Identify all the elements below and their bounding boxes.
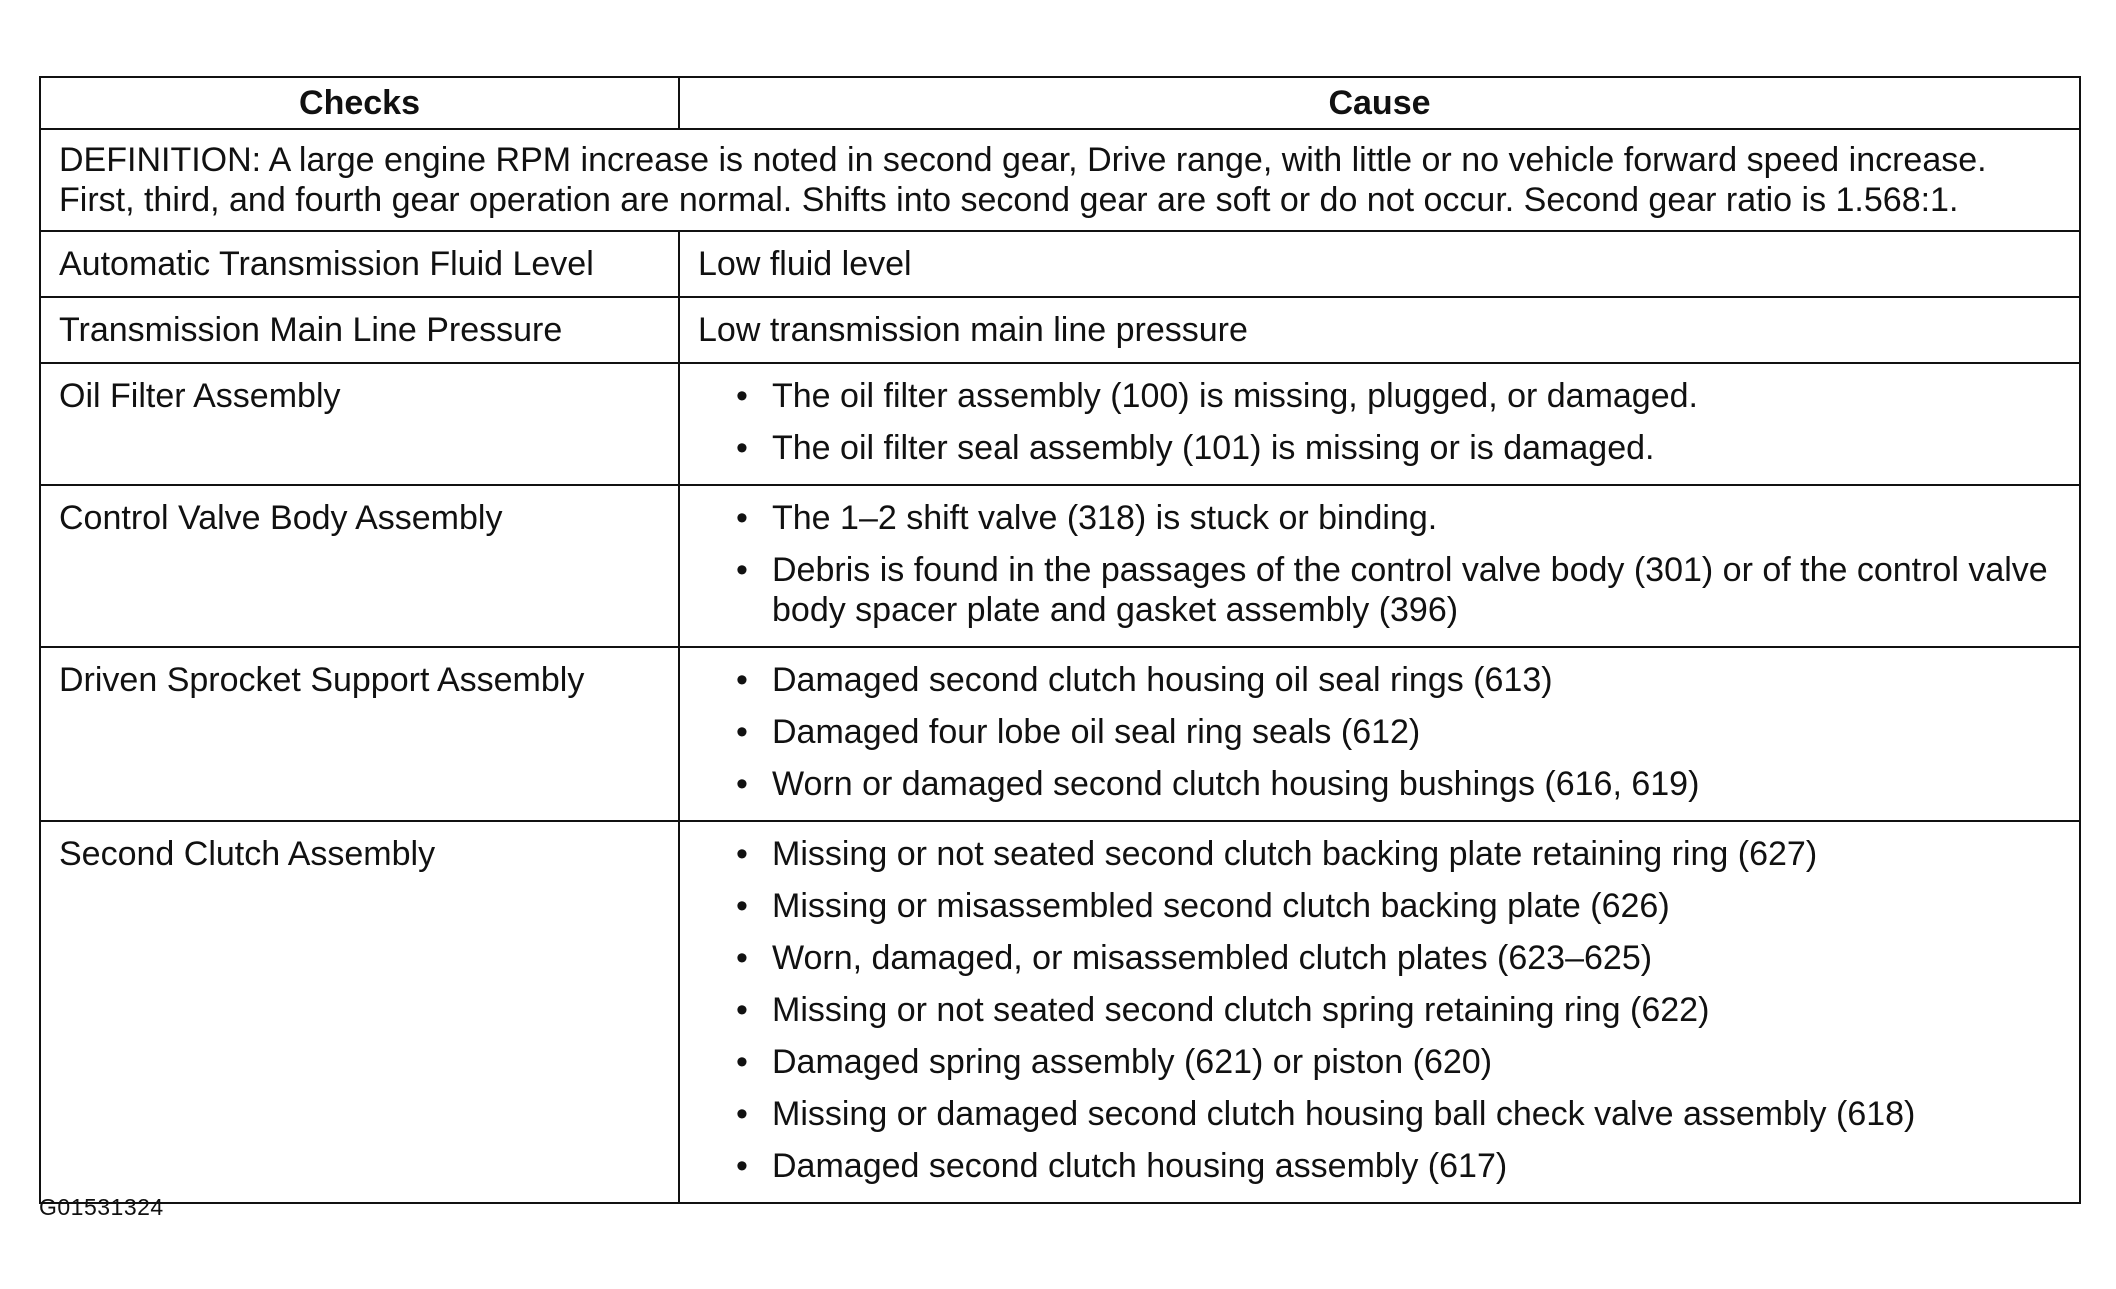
- cause-item: • Damaged spring assembly (621) or piston (620): [736, 1042, 2061, 1082]
- table-row: [40, 647, 2080, 821]
- cause-list-cell: [679, 647, 2080, 821]
- cause-list-cell: [679, 485, 2080, 647]
- cause-list: [698, 660, 2061, 804]
- cause-item: • Missing or not seated second clutch backing plate retaining ring (627): [736, 834, 2061, 874]
- definition-text: DEFINITION: A large engine RPM increase is noted in second gear, Drive range, with little or no vehicle forward speed increase. First, third, and fourth gear operation are normal. Shifts into second gear are soft or do not occur. Second gear ratio is 1.568:1.: [40, 129, 2080, 231]
- definition-row: [40, 129, 2080, 231]
- cause-item: • Missing or misassembled second clutch backing plate (626): [736, 886, 2061, 926]
- cause-item: • Missing or damaged second clutch housing ball check valve assembly (618): [736, 1094, 2061, 1134]
- cause-item: • Worn, damaged, or misassembled clutch plates (623–625): [736, 938, 2061, 978]
- table-row: [40, 363, 2080, 485]
- cause-item: • Debris is found in the passages of the control valve body (301) or of the control valve body spacer plate and gasket assembly (396): [736, 550, 2061, 630]
- checks-header: Checks: [40, 77, 679, 129]
- cause-item: • The oil filter assembly (100) is missing, plugged, or damaged.: [736, 376, 2061, 416]
- cause-header: Cause: [679, 77, 2080, 129]
- table-row: [40, 231, 2080, 297]
- header-row: [40, 77, 2080, 129]
- check-label: Second Clutch Assembly: [40, 821, 679, 1203]
- check-label: Control Valve Body Assembly: [40, 485, 679, 647]
- cause-item: • Missing or not seated second clutch spring retaining ring (622): [736, 990, 2061, 1030]
- cause-list-cell: [679, 821, 2080, 1203]
- cause-item: • Worn or damaged second clutch housing bushings (616, 619): [736, 764, 2061, 804]
- check-label: Transmission Main Line Pressure: [40, 297, 679, 363]
- diagnostic-table-container: [39, 76, 2079, 1204]
- cause-item: • The oil filter seal assembly (101) is missing or is damaged.: [736, 428, 2061, 468]
- check-label: Automatic Transmission Fluid Level: [40, 231, 679, 297]
- cause-list: [698, 834, 2061, 1186]
- cause-text: Low fluid level: [679, 231, 2080, 297]
- cause-text: Low transmission main line pressure: [679, 297, 2080, 363]
- cause-item: • Damaged four lobe oil seal ring seals (612): [736, 712, 2061, 752]
- table-row: [40, 821, 2080, 1203]
- cause-list: [698, 376, 2061, 468]
- cause-item: • The 1–2 shift valve (318) is stuck or binding.: [736, 498, 2061, 538]
- cause-item: • Damaged second clutch housing assembly (617): [736, 1146, 2061, 1186]
- table-row: [40, 297, 2080, 363]
- cause-list-cell: [679, 363, 2080, 485]
- diagnostic-table: [39, 76, 2081, 1204]
- check-label: Driven Sprocket Support Assembly: [40, 647, 679, 821]
- table-row: [40, 485, 2080, 647]
- figure-id: G01531324: [39, 1194, 164, 1220]
- cause-list: [698, 498, 2061, 630]
- check-label: Oil Filter Assembly: [40, 363, 679, 485]
- cause-item: • Damaged second clutch housing oil seal rings (613): [736, 660, 2061, 700]
